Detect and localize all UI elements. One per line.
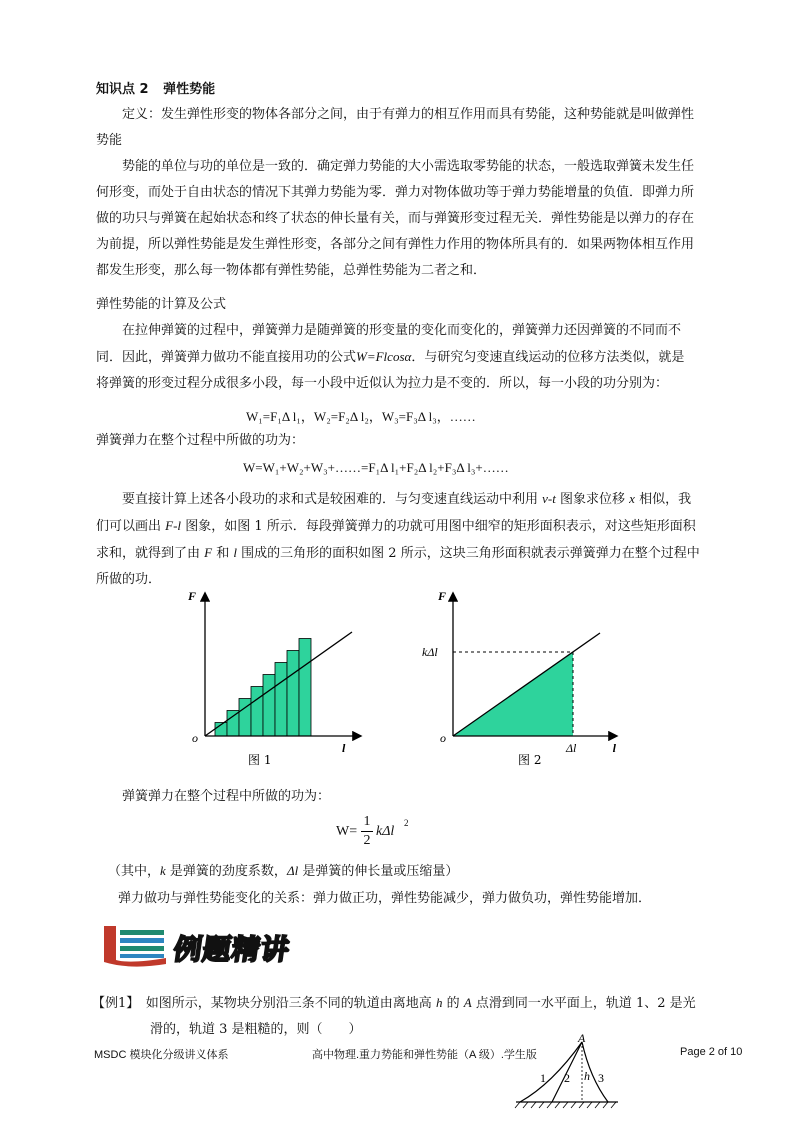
track-figure [512,1034,622,1110]
fig1-bar [299,639,311,737]
text-run: 图象，如图 1 所示．每段弹簧弹力的功就可用图中细窄的矩形面积表示，对这些矩形面积 [185,519,696,534]
calc-subheading: 弹性势能的计算及公式 [96,297,227,312]
formula-note [108,858,458,885]
total-work-line-2: 弹簧弹力在整个过程中所做的功为： [122,789,331,804]
definition-line-1: 定义：发生弹性形变的物体各部分之间，由于有弹力的相互作用而具有势能，这种势能就是叫做弹性 [122,107,695,122]
footer-left: MSDC 模块化分级讲义体系 [94,1049,229,1061]
books-icon [100,922,170,970]
fig2-x-tick: Δl [566,741,577,755]
paragraph-line: 何形变，而处于自由状态的情况下其弹力势能为零．弹力对物体做功等于弹力势能增量的负值．即弹力所 [96,185,695,200]
fig2-y-label: F [438,589,447,603]
text-run: 和 [216,546,230,561]
formula-exponent: 2 [404,818,409,828]
text-run: 如图所示，某物块分别沿三条不同的轨道由离地高 [145,996,432,1011]
paragraph-line [96,486,756,513]
footer-page: Page 2 of 10 [680,1046,743,1058]
section-title: 弹性势能 [163,82,216,97]
formula-numerator: 1 [363,814,371,829]
work-segments-equation: W₁=F₁Δ l₁，W₂=F₂Δ l₂，W₃=F₃Δ l₃，…… [246,409,476,424]
section-number: 知识点 2 [96,82,149,97]
track-label-2: 2 [564,1071,570,1085]
fig1-bars [215,639,311,737]
paragraph-line: 都发生形变，那么每一物体都有弹性势能，总弹性势能为二者之和． [96,263,487,278]
math-var: Δl [286,863,299,878]
paragraph-line: 在拉伸弹簧的过程中，弹簧弹力是随弹簧的形变量的变化而变化的，弹簧弹力还因弹簧的不同而不 [122,323,682,338]
definition-line-2: 势能 [96,133,123,148]
track-1 [520,1042,582,1102]
paragraph-line [96,540,756,567]
text-run: 点滑到同一水平面上，轨道 1、2 是光 [475,996,696,1011]
text-run: 要直接计算上述各小段功的求和式是较困难的．与匀变速直线运动中利用 [122,492,539,507]
example-line-1 [92,990,762,1017]
text-run: ．与研究匀变速直线运动的位移方法类似，就是 [411,350,685,365]
fig1-bar [263,675,275,737]
work-formula: W=Flcosα [356,349,412,364]
text-run: 同．因此，弹簧弹力做功不能直接用功的公式 [96,350,357,365]
fig1-bar [251,687,263,737]
example-tag: 【例1】 [92,996,133,1011]
section-heading [96,78,215,97]
banner-title: 例题精讲 [171,933,293,966]
fig2-origin: o [440,731,446,745]
math-var: x [629,491,635,506]
fig1-bar [287,651,299,737]
graph-paragraph [96,486,756,593]
fig2-x-label: l [612,741,616,755]
paragraph-line [96,344,756,371]
track-label-1: 1 [540,1071,546,1085]
formula-denominator: 2 [363,833,371,848]
paragraph-line: 所做的功． [96,572,162,587]
total-work-line: 弹簧弹力在整个过程中所做的功为： [96,433,305,448]
math-var: k [160,863,166,878]
text-run: 的 [446,996,460,1011]
fig1-y-label: F [188,589,197,603]
fig1-caption: 图 1 [248,753,272,767]
math-var: v-t [542,491,556,506]
paragraph-line: 将弹簧的形变过程分成很多小段，每一小段中近似认为拉力是不变的．所以，每一小段的功分别为： [96,376,669,391]
track-height-label: h [584,1069,590,1083]
calc-paragraph [96,318,756,397]
paragraph-line: 势能的单位与功的单位是一致的．确定弹力势能的大小需选取零势能的状态，一般选取弹簧未发生任 [122,159,695,174]
track-label-3: 3 [598,1071,604,1085]
math-var: F-l [165,518,182,533]
example-banner [100,922,310,970]
fig1-x-label: l [342,741,346,755]
example-line-2: 滑的，轨道 3 是粗糙的，则（ ） [150,1022,362,1037]
fig2-caption: 图 2 [518,753,542,767]
total-work-equation: W=W₁+W₂+W₃+……=F₁Δ l₁+F₂Δ l₂+F₃Δ l₃+…… [243,460,509,475]
figure-2-graph [420,586,620,776]
text-run: 围成的三角形的面积如图 2 所示，这块三角形面积就表示弹簧弹力在整个过程中 [241,546,700,561]
fig1-origin: o [192,731,198,745]
text-run: 相似，我 [639,492,692,507]
text-run: 图象求位移 [560,492,626,507]
formula-lhs: W= [336,824,358,839]
fig1-bar [227,711,239,737]
paragraph-line: 为前提，所以弹性势能是发生弹性形变，各部分之间有弹性力作用的物体所具有的．如果两物体相互作用 [96,237,695,252]
text-run: 们可以画出 [96,519,162,534]
text-run: 求和，就得到了由 [96,546,201,561]
fig2-y-tick: kΔl [422,645,438,659]
fig1-bar [275,663,287,737]
footer-center: 高中物理.重力势能和弹性势能（A 级）.学生版 [312,1049,537,1061]
text-run: 是弹簧的劲度系数， [165,864,287,879]
math-var: l [233,545,238,560]
text-run: 是弹簧的伸长量或压缩量） [298,864,459,879]
math-var: F [204,545,213,560]
paragraph-line: 做的功只与弹簧在起始状态和终了状态的伸长量有关，而与弹簧形变过程无关．弹性势能是以弹力的存在 [96,211,695,226]
figure-1-graph [180,586,370,776]
work-energy-relation: 弹力做功与弹性势能变化的关系：弹力做正功，弹性势能减少，弹力做负功，弹性势能增加． [118,891,652,906]
fraction-bar [361,831,373,832]
math-var: A [463,995,472,1010]
paragraph-line [96,513,756,540]
unit-paragraph [96,154,756,284]
text-run: （其中， [108,864,161,879]
example-1 [92,990,762,1043]
ground-hatch [515,1102,616,1108]
definition-paragraph [96,102,756,154]
math-var: h [435,995,443,1010]
formula-rhs: kΔl [376,824,395,839]
track-point-a: A [578,1034,586,1045]
